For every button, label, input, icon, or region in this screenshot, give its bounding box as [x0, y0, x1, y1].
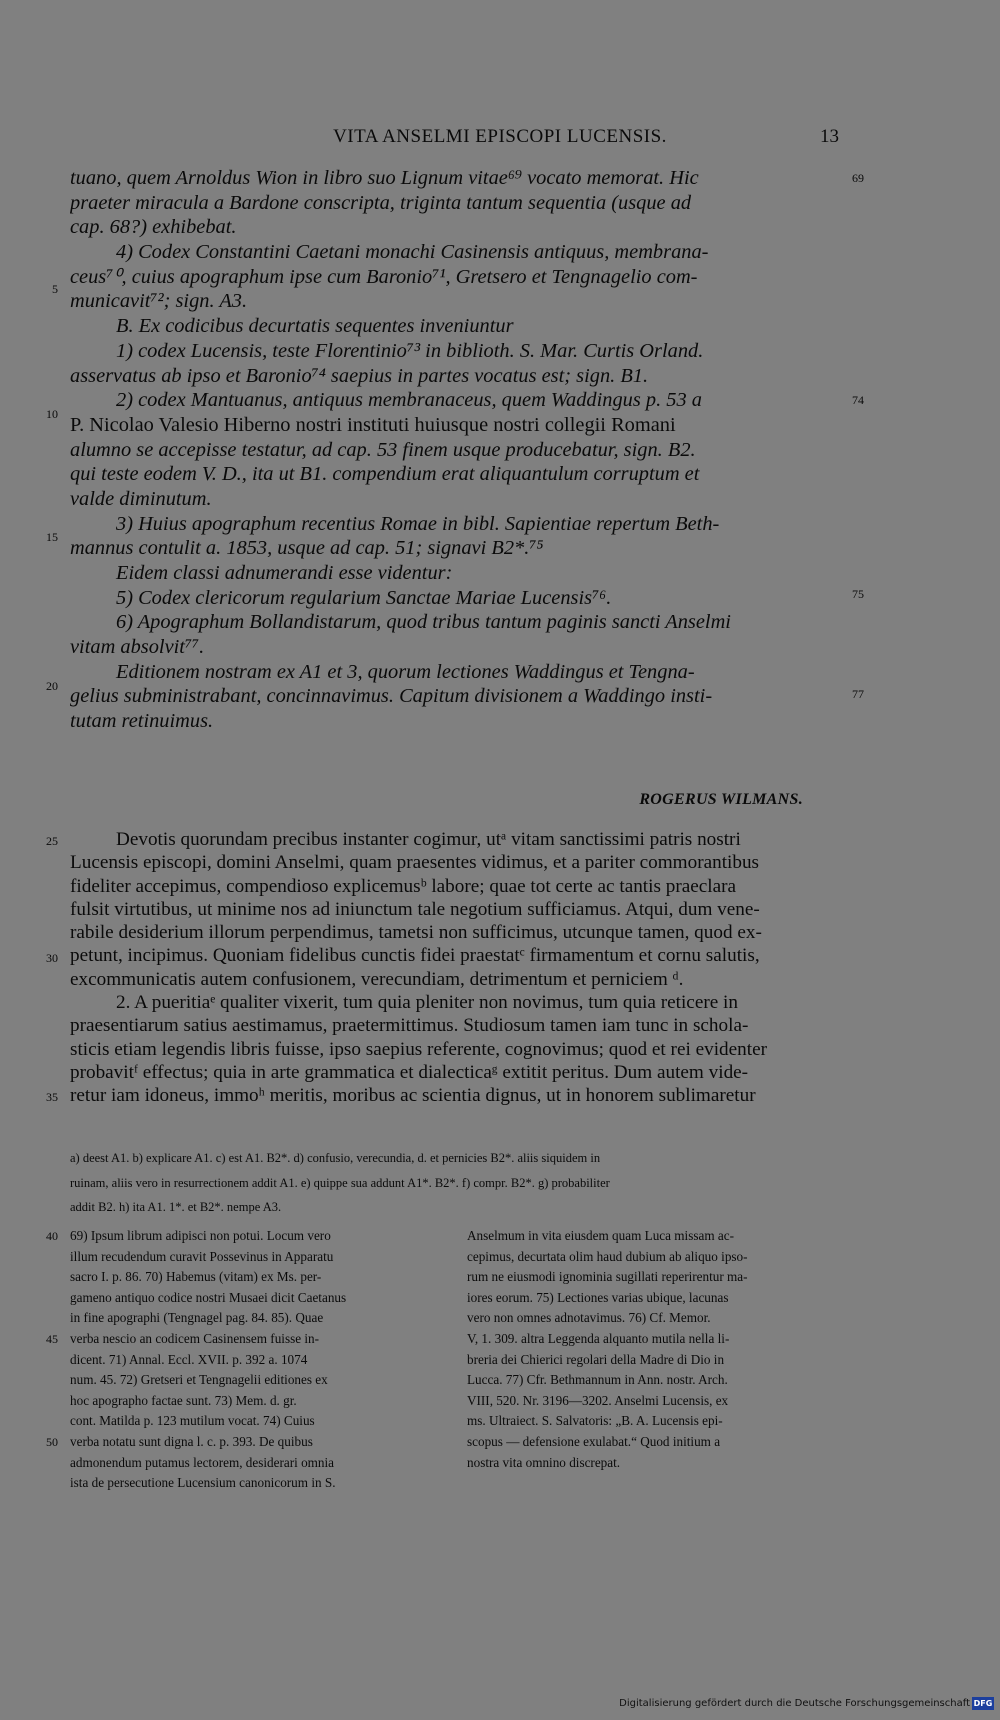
footnote-line: num. 45. 72) Gretseri et Tengnagelii editiones ex	[70, 1372, 328, 1388]
footnote-line: ms. Ultraiect. S. Salvatoris: „B. A. Lucensis epi-	[467, 1413, 723, 1429]
intro-line: 6) Apographum Bollandistarum, quod tribus tantum paginis sancti Anselmi	[116, 611, 731, 634]
intro-line: mannus contulit a. 1853, usque ad cap. 51; signavi B2*.⁷⁵	[70, 537, 544, 560]
running-header: VITA ANSELMI EPISCOPI LUCENSIS.	[333, 126, 667, 147]
footnote-line: nostra vita omnino discrepat.	[467, 1454, 621, 1470]
intro-line: cap. 68?) exhibebat.	[70, 216, 237, 239]
footnote-line: 69) Ipsum librum adipisci non potui. Locum vero	[70, 1228, 331, 1243]
line-number: 40	[46, 1229, 58, 1243]
note-reference-number: 75	[852, 587, 864, 601]
footnote-line: illum recudendum curavit Possevinus in Apparatu	[70, 1248, 334, 1264]
introduction-text	[70, 166, 845, 734]
body-line: retur iam idoneus, immoʰ meritis, moribus ac scientia dignus, ut in honorem sublimaretur	[70, 1085, 756, 1107]
footnote-line: gameno antiquo codice nostri Musaei dicit Caetanus	[70, 1289, 347, 1305]
line-number: 45	[46, 1332, 58, 1346]
page-number: 13	[820, 126, 839, 147]
body-line: sticis etiam legendis libris fuisse, ipso saepius referente, cognovimus; quod et rei evidenter	[70, 1038, 767, 1060]
footnote-line: hoc apographo factae sunt. 73) Mem. d. gr.	[70, 1392, 297, 1408]
intro-line: gelius subministrabant, concinnavimus. Capitum divisionem a Waddingo insti-	[70, 685, 713, 708]
footnote-line: scopus — defensione exulabat.“ Quod initium a	[467, 1433, 721, 1449]
footnote-line: verba notatu sunt digna l. c. p. 393. De quibus	[70, 1433, 313, 1449]
footnote-line: ista de persecutione Lucensium canonicorum in S.	[70, 1475, 336, 1491]
footnote-line: rum ne eiusmodi ignominia sugillati reperirentur ma-	[467, 1269, 748, 1285]
footnote-line: iores eorum. 75) Lectiones varias ubique, lacunas	[467, 1289, 729, 1305]
digitization-credit: Digitalisierung gefördert durch die Deutsche Forschungsgemeinschaft	[619, 1698, 970, 1709]
note-reference-number: 69	[852, 171, 864, 185]
note-reference-number: 74	[852, 393, 864, 407]
intro-line: 5) Codex clericorum regularium Sanctae Mariae Lucensis⁷⁶.	[116, 586, 612, 609]
footnotes-right-column	[467, 1226, 847, 1473]
intro-line: 3) Huius apographum recentius Romae in bibl. Sapientiae repertum Beth-	[116, 512, 720, 535]
intro-line: Editionem nostram ex A1 et 3, quorum lectiones Waddingus et Tengna-	[116, 660, 695, 683]
vita-body-text	[70, 828, 845, 1108]
intro-line: vitam absolvit⁷⁷.	[70, 636, 205, 659]
body-line: fideliter accepimus, compendioso explicemusᵇ labore; quae tot certe ac tantis praeclara	[70, 875, 737, 897]
variant-note-line: addit B2. h) ita A1. 1*. et B2*. nempe A3.	[70, 1200, 282, 1215]
intro-line: 1) codex Lucensis, teste Florentinio⁷³ in biblioth. S. Mar. Curtis Orland.	[116, 339, 704, 362]
body-line: petunt, incipimus. Quoniam fidelibus cunctis fidei praestatᶜ firmamentum et cornu salutis,	[70, 945, 760, 967]
line-number: 30	[46, 951, 58, 965]
body-line: fulsit virtutibus, ut minime nos ad iniunctum tale negotium sufficiamus. Atqui, dum vene-	[70, 898, 760, 920]
footnote-line: in fine apographi (Tengnagel pag. 84. 85). Quae	[70, 1310, 324, 1326]
signature: ROGERUS WILMANS.	[639, 791, 803, 808]
variant-apparatus	[70, 1150, 845, 1224]
footnote-line: cont. Matilda p. 123 mutilum vocat. 74) Cuius	[70, 1413, 315, 1429]
intro-line: asservatus ab ipso et Baronio⁷⁴ saepius in partes vocatus est; sign. B1.	[70, 364, 649, 387]
footnote-line: VIII, 520. Nr. 3196—3202. Anselmi Lucensis, ex	[467, 1392, 729, 1408]
footnote-line: cepimus, decurtata olim haud dubium ab aliquo ipso-	[467, 1248, 748, 1264]
note-reference-number: 77	[852, 687, 864, 701]
intro-line: P. Nicolao Valesio Hiberno nostri instituti huiusque nostri collegii Romani	[70, 413, 676, 436]
intro-line: 2) codex Mantuanus, antiquus membranaceus, quem Waddingus p. 53 a	[116, 389, 702, 412]
intro-line: B. Ex codicibus decurtatis sequentes inveniuntur	[116, 315, 514, 338]
intro-line: tuano, quem Arnoldus Wion in libro suo Lignum vitae⁶⁹ vocato memorat. Hic	[70, 167, 699, 189]
dfg-logo: DFG	[973, 1699, 993, 1708]
variant-note-line: a) deest A1. b) explicare A1. c) est A1. B2*. d) confusio, verecundia, d. et pernicies B2*. aliis siquidem in	[70, 1151, 601, 1165]
line-number: 5	[52, 282, 58, 296]
intro-line: Eidem classi adnumerandi esse videntur:	[116, 562, 453, 584]
intro-line: alumno se accepisse testatur, ad cap. 53 finem usque producebatur, sign. B2.	[70, 438, 696, 461]
intro-line: municavit⁷²; sign. A3.	[70, 290, 248, 313]
footnote-line: Lucca. 77) Cfr. Bethmannum in Ann. nostr. Arch.	[467, 1372, 728, 1388]
body-line: probavitᶠ effectus; quia in arte grammatica et dialecticaᵍ extitit peritus. Dum autem vide-	[70, 1061, 749, 1083]
line-number: 35	[46, 1090, 58, 1104]
intro-line: 4) Codex Constantini Caetani monachi Casinensis antiquus, membrana-	[116, 241, 709, 264]
intro-line: ceus⁷⁰, cuius apographum ipse cum Baronio⁷¹, Gretsero et Tengnagelio com-	[70, 265, 698, 288]
footnote-line: vero non omnes adnotavimus. 76) Cf. Memor.	[467, 1310, 711, 1326]
footnote-line: sacro I. p. 86. 70) Habemus (vitam) ex Ms. per-	[70, 1269, 322, 1285]
footnote-line: V, 1. 309. altra Leggenda alquanto mutila nella li-	[467, 1330, 730, 1346]
line-number: 50	[46, 1435, 58, 1449]
intro-line: qui teste eodem V. D., ita ut B1. compendium erat aliquantulum corruptum et	[70, 463, 700, 486]
footnote-line: Anselmum in vita eiusdem quam Luca missam ac-	[467, 1228, 734, 1243]
intro-line: praeter miracula a Bardone conscripta, triginta tantum sequentia (usque ad	[70, 191, 692, 214]
footnote-line: verba nescio an codicem Casinensem fuisse in-	[70, 1330, 320, 1346]
footnote-line: breria dei Chierici regolari della Madre di Dio in	[467, 1351, 725, 1367]
body-line: praesentiarum satius aestimamus, praetermittimus. Studiosum tamen iam tunc in schola-	[70, 1015, 749, 1037]
body-line: Lucensis episcopi, domini Anselmi, quam praesentes vidimus, et a pariter commorantibus	[70, 852, 760, 874]
line-number: 25	[46, 834, 58, 848]
body-line: Devotis quorundam precibus instanter cogimur, utᵃ vitam sanctissimi patris nostri	[116, 829, 741, 850]
intro-line: tutam retinuimus.	[70, 710, 214, 733]
intro-line: valde diminutum.	[70, 487, 212, 510]
footnotes-left-column	[70, 1226, 430, 1494]
footnote-line: admonendum putamus lectorem, desiderari omnia	[70, 1454, 335, 1470]
body-line: 2. A pueritiaᵉ qualiter vixerit, tum quia pleniter non novimus, tum quia reticere in	[116, 992, 738, 1014]
variant-note-line: ruinam, aliis vero in resurrectionem addit A1. e) quippe sua addunt A1*. B2*. f) compr. B2*. g) probabiliter	[70, 1175, 610, 1190]
body-line: excommunicatis autem confusionem, verecundiam, detrimentum et perniciem ᵈ.	[70, 968, 684, 990]
body-line: rabile desiderium illorum perpendimus, tametsi non sufficimus, utcunque tamen, quod ex-	[70, 922, 762, 944]
footnote-line: dicent. 71) Annal. Eccl. XVII. p. 392 a. 1074	[70, 1351, 308, 1367]
line-number: 15	[46, 530, 58, 544]
line-number: 10	[46, 407, 58, 421]
line-number: 20	[46, 679, 58, 693]
